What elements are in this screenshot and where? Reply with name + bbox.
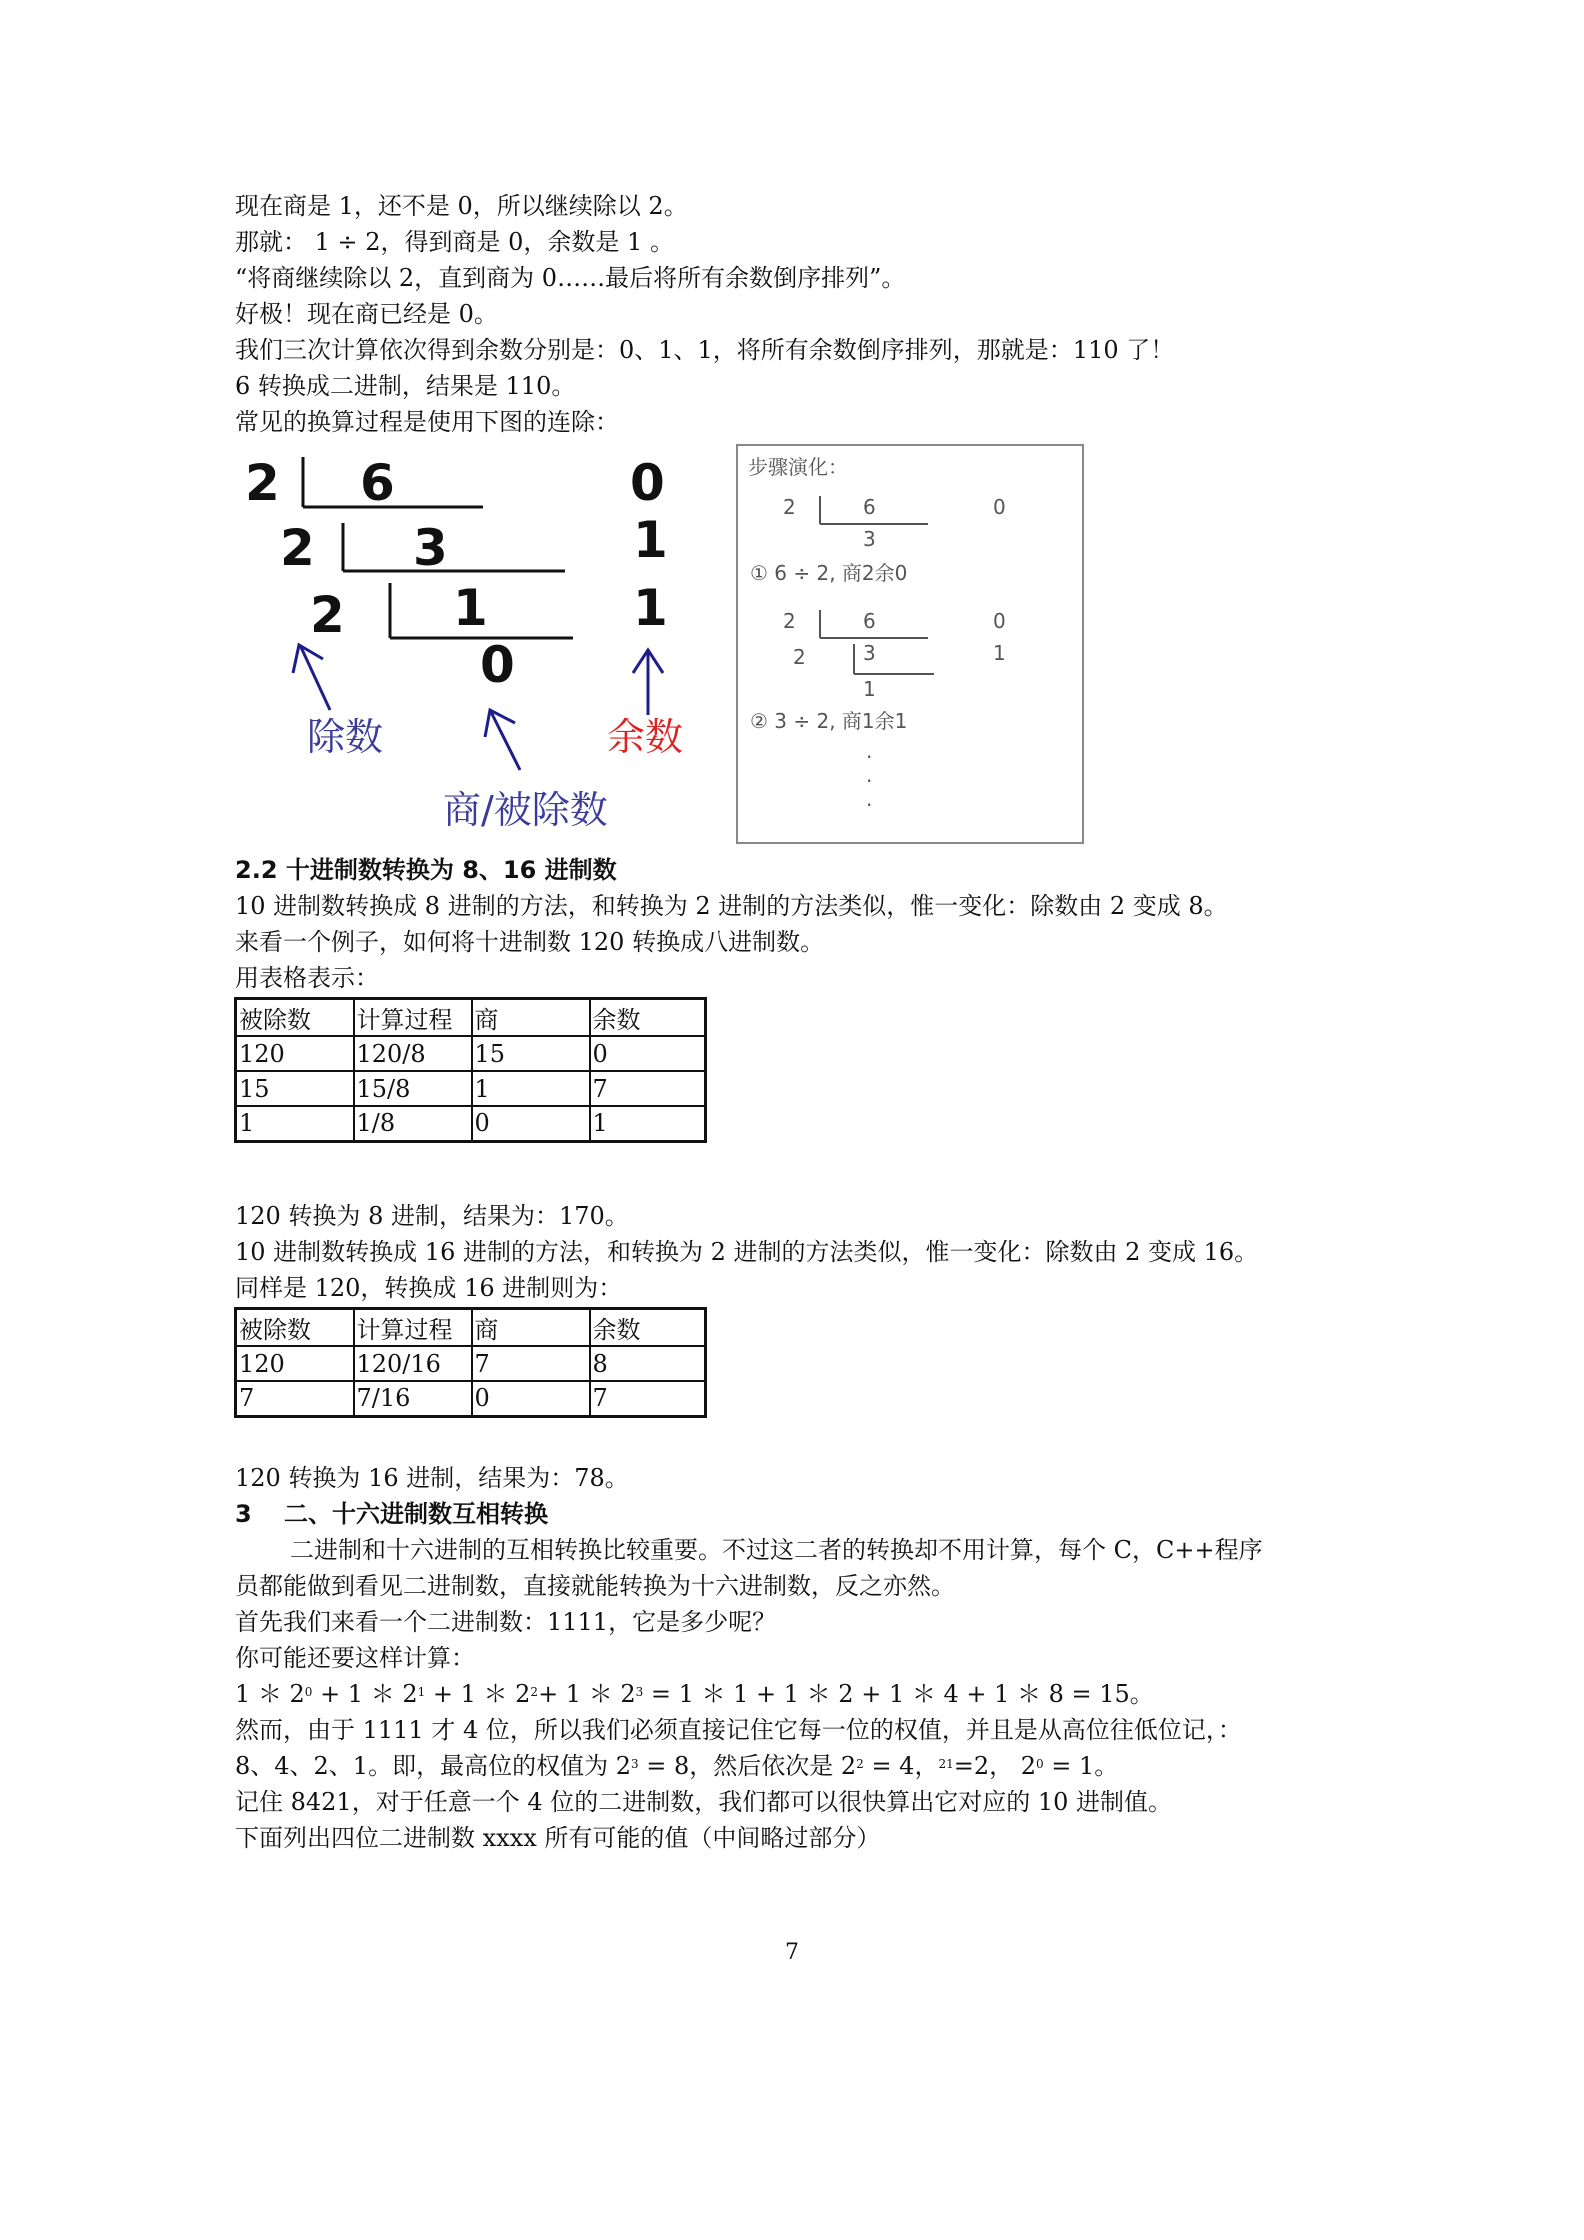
paragraph: 120 转换为 16 进制，结果为：78。 [235,1464,629,1492]
division-diagram [235,445,755,845]
paragraph: 员都能做到看见二进制数，直接就能转换为十六进制数，反之亦然。 [235,1572,955,1600]
step-box [736,444,1084,844]
table-header-row [236,999,706,1037]
table-cell: 1 [590,1106,706,1141]
text-part: = 1。 [1043,1752,1119,1780]
paragraph: 下面列出四位二进制数 xxxx 所有可能的值（中间略过部分） [235,1824,881,1852]
paragraph: 常见的换算过程是使用下图的连除： [235,408,619,436]
table-cell: 120/8 [354,1036,472,1071]
ellipsis-dot: · [866,793,873,817]
text-part: =2， 2 [953,1752,1037,1780]
arrow-up-left-icon [485,710,520,770]
table-cell: 1/8 [354,1106,472,1141]
label-divisor: 除数 [307,715,384,759]
table-row [236,1036,706,1071]
step-number: 6 [863,495,876,519]
formula-part: + 1 ＊ 2 [312,1680,418,1708]
formula-line [235,1676,1154,1712]
paragraph: 120 转换为 8 进制，结果为：170。 [235,1202,629,1230]
paragraph: “将商继续除以 2，直到商为 0……最后将所有余数倒序排列”。 [235,264,906,292]
paragraph: 10 进制数转换成 8 进制的方法，和转换为 2 进制的方法类似，惟一变化：除数由 2 变成 8。 [235,892,1228,920]
step-number: 2 [783,609,796,633]
step-box-title: 步骤演化： [748,455,848,479]
exponent: 1 [417,1685,426,1699]
ellipsis-dot: · [866,745,873,769]
diagram-dividend-2: 3 [413,519,448,577]
step-number: 6 [863,609,876,633]
label-quotient: 商/被除数 [443,788,608,832]
formula-part: + 1 ＊ 2 [425,1680,531,1708]
diagram-remainder-2: 1 [633,511,668,569]
diagram-dividend-1: 6 [360,454,395,512]
exponent: 3 [635,1685,644,1699]
table-cell: 15 [236,1071,354,1106]
paragraph: 好极！现在商已经是 0。 [235,300,498,328]
weights-line [235,1748,1118,1784]
label-remainder: 余数 [607,715,684,759]
table-header-cell: 被除数 [236,999,354,1037]
table-header-cell: 余数 [590,1309,706,1347]
table-row [236,1106,706,1141]
paragraph: 现在商是 1，还不是 0，所以继续除以 2。 [235,192,688,220]
diagram-remainder-1: 0 [630,454,665,512]
table-header-row [236,1309,706,1347]
table-cell: 120 [236,1346,354,1381]
table-cell: 7/16 [354,1381,472,1416]
hex-conversion-table [234,1307,707,1418]
step-number: 0 [993,609,1006,633]
exponent: 2 [530,1685,539,1699]
table-cell: 7 [236,1381,354,1416]
exponent: 3 [630,1757,639,1771]
table-cell: 7 [590,1381,706,1416]
table-header-cell: 被除数 [236,1309,354,1347]
exponent: 0 [1036,1757,1044,1771]
table-header-cell: 余数 [590,999,706,1037]
step-2-text: ② 3 ÷ 2, 商1余1 [750,709,908,733]
arrow-up-left-icon [293,645,330,710]
octal-conversion-table [234,997,707,1143]
step-number: 1 [863,677,876,701]
section-heading: 3 二、十六进制数互相转换 [235,1500,549,1528]
paragraph: 首先我们来看一个二进制数：1111，它是多少呢？ [235,1608,777,1636]
text-part: = 8，然后依次是 2 [638,1752,857,1780]
diagram-divisor-2: 2 [280,519,315,577]
table-row [236,1381,706,1416]
paragraph: 用表格表示： [235,964,379,992]
diagram-dividend-3: 1 [453,579,488,637]
ellipsis-dot: · [866,769,873,793]
exponent: 21 [938,1757,954,1771]
paragraph: 6 转换成二进制，结果是 110。 [235,372,576,400]
table-header-cell: 计算过程 [354,999,472,1037]
table-cell: 120/16 [354,1346,472,1381]
step-number: 1 [993,641,1006,665]
section-heading: 2.2 十进制数转换为 8、16 进制数 [235,856,617,884]
diagram-divisor-1: 2 [245,454,280,512]
paragraph: 二进制和十六进制的互相转换比较重要。不过这二者的转换却不用计算，每个 C，C++程序 [290,1536,1263,1564]
paragraph: 同样是 120，转换成 16 进制则为： [235,1274,623,1302]
table-cell: 8 [590,1346,706,1381]
diagram-divisor-3: 2 [310,586,345,644]
table-cell: 0 [472,1381,590,1416]
formula-part: + 1 ＊ 2 [538,1680,636,1708]
exponent: 2 [856,1757,864,1771]
text-part: = 4， [863,1752,939,1780]
page-number: 7 [785,1940,799,1965]
step-number: 2 [783,495,796,519]
table-header-cell: 商 [472,999,590,1037]
paragraph: 然而，由于 1111 才 4 位，所以我们必须直接记住它每一位的权值，并且是从高位往低位记，： [235,1716,1242,1744]
step-number: 3 [863,527,876,551]
paragraph: 记住 8421，对于任意一个 4 位的二进制数，我们都可以很快算出它对应的 10 进制值。 [235,1788,1173,1816]
paragraph: 你可能还要这样计算： [235,1644,475,1672]
table-cell: 0 [590,1036,706,1071]
step-number: 0 [993,495,1006,519]
table-row [236,1071,706,1106]
paragraph: 来看一个例子，如何将十进制数 120 转换成八进制数。 [235,928,825,956]
table-cell: 15 [472,1036,590,1071]
diagram-final-quotient: 0 [480,636,515,694]
table-cell: 1 [472,1071,590,1106]
step-number: 3 [863,641,876,665]
formula-part: = 1 ＊ 1 + 1 ＊ 2 + 1 ＊ 4 + 1 ＊ 8 = 15。 [643,1680,1154,1708]
formula-part: 1 ＊ 2 [235,1680,305,1708]
table-row [236,1346,706,1381]
table-cell: 15/8 [354,1071,472,1106]
paragraph: 10 进制数转换成 16 进制的方法，和转换为 2 进制的方法类似，惟一变化：除数由 2 变成 16。 [235,1238,1259,1266]
step-1-text: ① 6 ÷ 2, 商2余0 [750,561,908,585]
arrow-up-icon [633,650,663,715]
table-cell: 7 [472,1346,590,1381]
table-cell: 120 [236,1036,354,1071]
paragraph: 那就： 1 ÷ 2，得到商是 0，余数是 1 。 [235,228,674,256]
table-cell: 1 [236,1106,354,1141]
table-cell: 0 [472,1106,590,1141]
table-header-cell: 计算过程 [354,1309,472,1347]
step-number: 2 [793,645,806,669]
text-part: 8、4、2、1。即，最高位的权值为 2 [235,1752,631,1780]
table-header-cell: 商 [472,1309,590,1347]
diagram-remainder-3: 1 [633,579,668,637]
paragraph: 我们三次计算依次得到余数分别是：0、1、1，将所有余数倒序排列，那就是：110 了！ [235,336,1175,364]
exponent: 0 [304,1685,313,1699]
table-cell: 7 [590,1071,706,1106]
